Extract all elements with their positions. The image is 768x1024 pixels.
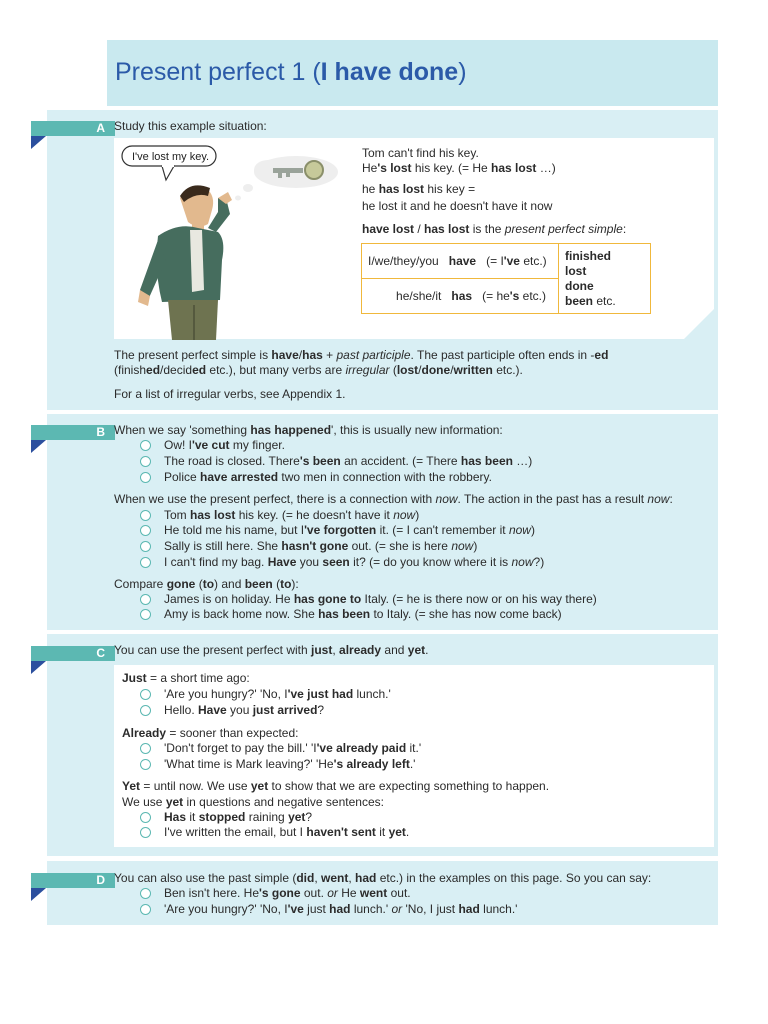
section-tab-a: A [31, 121, 115, 136]
section-tab-d: D [31, 873, 115, 888]
yet-heading: Yet = until now. We use yet to show that we are expecting something to happen. [122, 779, 550, 793]
definition-line: have lost / has lost is the present perfect simple: [362, 222, 627, 236]
speech-bubble-text: I've lost my key. [132, 151, 210, 163]
list-item: 'What time is Mark leaving?' 'He's already left.' [140, 757, 415, 771]
section-a-rule: The present perfect simple is have/has + past participle. The past participle often ends in -ed [114, 348, 609, 362]
section-b-intro-2: When we use the present perfect, there is a connection with now. The action in the past has a result now: [114, 492, 673, 506]
participle-list: finished lost done been etc. [559, 244, 651, 314]
example-box [114, 138, 714, 339]
table-row-has: he/she/it has (= he's etc.) [362, 279, 559, 314]
adverb-box [114, 665, 714, 847]
thought-cloud-icon [235, 156, 338, 201]
list-item: The road is closed. There's been an accident. (= There has been …) [140, 454, 532, 468]
situation-line-3: he has lost his key = [362, 182, 476, 196]
list-item: I can't find my bag. Have you seen it? (= do you know where it is now?) [140, 555, 544, 569]
list-item: Ow! I've cut my finger. [140, 438, 285, 452]
list-item: Ben isn't here. He's gone out. or He went out. [140, 886, 411, 900]
situation-line-1: Tom can't find his key. [362, 146, 479, 160]
section-b [47, 414, 718, 630]
yet-heading-2: We use yet in questions and negative sentences: [122, 795, 384, 809]
just-heading: Just = a short time ago: [122, 671, 250, 685]
list-item: 'Are you hungry?' 'No, I've just had lunch.' [140, 687, 391, 701]
section-b-intro: When we say 'something has happened', this is usually new information: [114, 423, 503, 437]
section-tab-c: C [31, 646, 115, 661]
list-item: Tom has lost his key. (= he doesn't have it now) [140, 508, 419, 522]
section-tab-b: B [31, 425, 115, 440]
list-item: I've written the email, but I haven't sent it yet. [140, 825, 409, 839]
list-item: Hello. Have you just arrived? [140, 703, 324, 717]
list-item: Has it stopped raining yet? [140, 810, 312, 824]
page-title: Present perfect 1 (I have done) [115, 58, 467, 86]
section-a-rule-2: (finished/decided etc.), but many verbs are irregular (lost/done/written etc.). [114, 363, 523, 377]
title-banner [107, 40, 718, 106]
list-item: Sally is still here. She hasn't gone out. (= she is here now) [140, 539, 477, 553]
section-a [47, 110, 718, 410]
already-heading: Already = sooner than expected: [122, 726, 299, 740]
man-looking-for-key-illustration [118, 140, 348, 340]
appendix-note: For a list of irregular verbs, see Appendix 1. [114, 387, 346, 401]
situation-line-4: he lost it and he doesn't have it now [362, 199, 553, 213]
section-d-intro: You can also use the past simple (did, went, had etc.) in the examples on this page. So you can say: [114, 871, 652, 885]
section-c-intro: You can use the present perfect with just, already and yet. [114, 643, 429, 657]
table-row-have: I/we/they/you have (= I've etc.) [362, 244, 559, 279]
list-item: James is on holiday. He has gone to Italy. (= he is there now or on his way there) [140, 592, 597, 606]
list-item: 'Don't forget to pay the bill.' 'I've already paid it.' [140, 741, 421, 755]
situation-line-2: He's lost his key. (= He has lost …) [362, 161, 556, 175]
list-item: He told me his name, but I've forgotten it. (= I can't remember it now) [140, 523, 535, 537]
section-d [47, 861, 718, 925]
section-c [47, 634, 718, 856]
list-item: 'Are you hungry?' 'No, I've just had lunch.' or 'No, I just had lunch.' [140, 902, 517, 916]
list-item: Amy is back home now. She has been to Italy. (= she has now come back) [140, 607, 562, 621]
verb-form-table [361, 243, 651, 314]
section-b-intro-3: Compare gone (to) and been (to): [114, 577, 299, 591]
list-item: Police have arrested two men in connection with the robbery. [140, 470, 492, 484]
section-a-intro: Study this example situation: [114, 119, 267, 133]
man-icon [138, 185, 232, 340]
